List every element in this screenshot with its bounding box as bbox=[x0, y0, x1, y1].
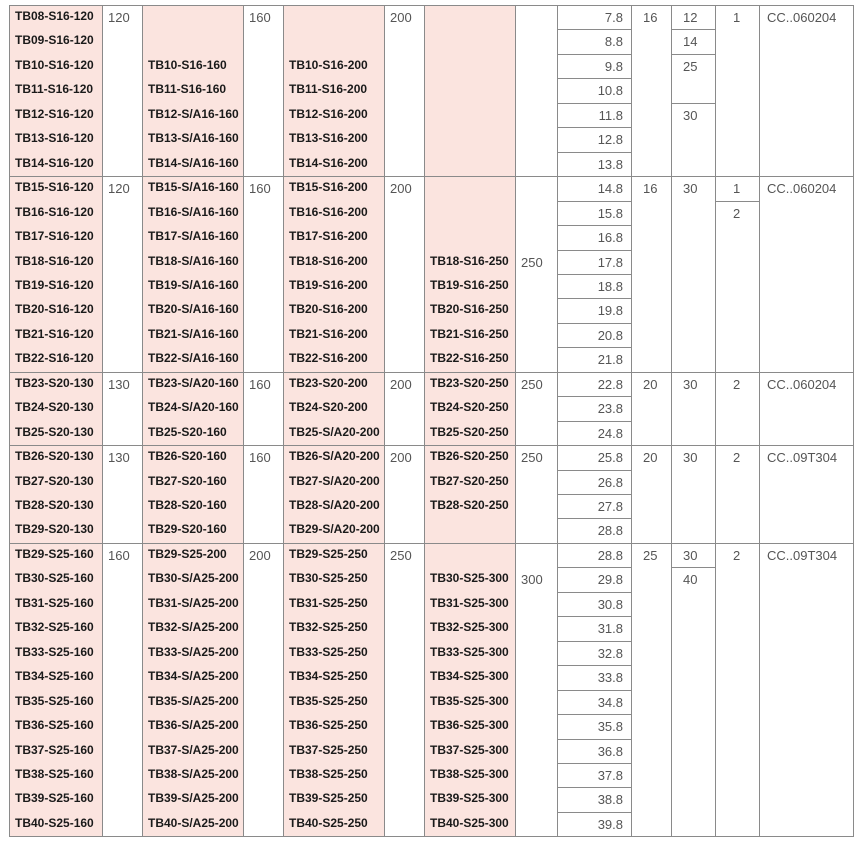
code-cell: TB16-S16-200 bbox=[289, 204, 368, 219]
value-row-line bbox=[557, 103, 631, 104]
code-cell: TB13-S/A16-160 bbox=[148, 131, 239, 146]
c7-cell: 30 bbox=[683, 107, 698, 123]
code-cell: TB38-S25-250 bbox=[289, 766, 368, 781]
length-cell: 200 bbox=[390, 450, 412, 466]
length-cell: 200 bbox=[390, 376, 412, 392]
value-row-line bbox=[557, 152, 631, 153]
code-cell: TB37-S/A25-200 bbox=[148, 742, 239, 757]
code-cell: TB31-S25-250 bbox=[289, 595, 368, 610]
group-separator bbox=[9, 543, 854, 544]
length-cell: 160 bbox=[249, 376, 271, 392]
code-cell: TB38-S25-300 bbox=[430, 766, 509, 781]
c7-row-line bbox=[671, 103, 715, 104]
code-cell: TB40-S25-300 bbox=[430, 815, 509, 830]
code-cell: TB11-S16-200 bbox=[289, 82, 368, 97]
value-cell: 32.8 bbox=[597, 645, 623, 661]
value-row-line bbox=[557, 518, 631, 519]
value-cell: 29.8 bbox=[597, 572, 623, 588]
length-cell: 250 bbox=[521, 376, 543, 392]
code-cell: TB29-S25-200 bbox=[148, 546, 227, 561]
code-cell: TB26-S20-130 bbox=[15, 449, 94, 464]
c7-cell: 40 bbox=[683, 572, 698, 588]
value-row-line bbox=[557, 812, 631, 813]
code-cell: TB24-S20-250 bbox=[430, 400, 509, 415]
value-cell: 7.8 bbox=[604, 10, 623, 25]
code-cell: TB34-S25-160 bbox=[15, 669, 94, 684]
column-divider bbox=[102, 5, 103, 837]
length-cell: 160 bbox=[249, 181, 271, 197]
code-cell: TB28-S20-130 bbox=[15, 498, 94, 512]
value-row-line bbox=[557, 592, 631, 593]
code-cell: TB26-S/A20-200 bbox=[289, 449, 380, 464]
code-cell: TB39-S25-160 bbox=[15, 791, 94, 806]
tool-holder-table bbox=[9, 5, 854, 839]
code-cell: TB27-S20-160 bbox=[148, 473, 227, 488]
value-cell: 13.8 bbox=[597, 156, 623, 172]
code-cell: TB10-S16-120 bbox=[15, 57, 94, 72]
code-cell: TB30-S25-160 bbox=[15, 571, 94, 586]
code-cell: TB33-S/A25-200 bbox=[148, 644, 239, 659]
value-cell: 34.8 bbox=[597, 694, 623, 710]
code-cell: TB29-S/A20-200 bbox=[289, 522, 380, 537]
insert-cell: CC..09T304 bbox=[767, 547, 838, 563]
code-cell: TB22-S/A16-160 bbox=[148, 351, 239, 366]
value-row-line bbox=[557, 298, 631, 299]
code-cell: TB36-S25-300 bbox=[430, 718, 509, 733]
code-cell: TB21-S16-200 bbox=[289, 326, 368, 341]
value-row-line bbox=[557, 763, 631, 764]
column-divider bbox=[557, 5, 558, 837]
code-cell: TB25-S20-250 bbox=[430, 424, 509, 439]
code-cell: TB35-S25-160 bbox=[15, 693, 94, 708]
value-cell: 36.8 bbox=[597, 743, 623, 759]
code-cell: TB12-S16-120 bbox=[15, 106, 94, 121]
code-cell: TB35-S25-250 bbox=[289, 693, 368, 708]
code-cell: TB33-S25-250 bbox=[289, 644, 368, 659]
code-cell: TB30-S25-300 bbox=[430, 571, 509, 586]
table-top-border bbox=[9, 5, 854, 6]
code-cell: TB30-S/A25-200 bbox=[148, 571, 239, 586]
diameter-cell: 16 bbox=[643, 10, 658, 25]
code-cell: TB34-S25-300 bbox=[430, 669, 509, 684]
code-cell: TB36-S25-160 bbox=[15, 718, 94, 733]
value-cell: 37.8 bbox=[597, 767, 623, 783]
code-cell: TB39-S25-300 bbox=[430, 791, 509, 806]
value-row-line bbox=[557, 665, 631, 666]
column-divider bbox=[384, 5, 385, 837]
code-cell: TB20-S16-200 bbox=[289, 302, 368, 317]
length-cell: 120 bbox=[108, 10, 130, 25]
value-cell: 35.8 bbox=[597, 719, 623, 735]
value-cell: 18.8 bbox=[597, 278, 623, 294]
value-cell: 11.8 bbox=[598, 107, 623, 123]
group-separator bbox=[9, 372, 854, 373]
value-cell: 26.8 bbox=[597, 474, 623, 490]
code-cell: TB17-S16-120 bbox=[15, 229, 94, 244]
code-cell: TB18-S16-250 bbox=[430, 253, 509, 268]
c7-cell: 30 bbox=[683, 376, 698, 392]
code-cell: TB19-S/A16-160 bbox=[148, 277, 239, 292]
code-cell: TB38-S/A25-200 bbox=[148, 766, 239, 781]
table-bottom-border bbox=[9, 836, 854, 837]
value-cell: 16.8 bbox=[597, 230, 623, 246]
value-cell: 30.8 bbox=[597, 596, 623, 612]
code-cell: TB31-S/A25-200 bbox=[148, 595, 239, 610]
length-cell: 160 bbox=[249, 10, 271, 25]
code-cell: TB15-S16-120 bbox=[15, 180, 94, 195]
code-cell: TB20-S/A16-160 bbox=[148, 302, 239, 317]
code-cell: TB26-S20-160 bbox=[148, 449, 227, 464]
code-cell: TB31-S25-300 bbox=[430, 595, 509, 610]
diameter-cell: 20 bbox=[643, 450, 658, 466]
value-row-line bbox=[557, 421, 631, 422]
code-cell: TB37-S25-250 bbox=[289, 742, 368, 757]
code-cell: TB14-S16-200 bbox=[289, 155, 368, 170]
column-divider bbox=[283, 5, 284, 837]
length-cell: 160 bbox=[249, 450, 271, 466]
c7-row-line bbox=[671, 29, 715, 30]
code-cell: TB36-S25-250 bbox=[289, 718, 368, 733]
code-cell: TB22-S16-200 bbox=[289, 351, 368, 366]
c8-cell: 1 bbox=[733, 181, 741, 197]
group-separator bbox=[9, 176, 854, 177]
code-cell: TB33-S25-300 bbox=[430, 644, 509, 659]
value-row-line bbox=[557, 347, 631, 348]
value-cell: 10.8 bbox=[597, 83, 623, 99]
code-cell: TB16-S/A16-160 bbox=[148, 204, 239, 219]
length-cell: 250 bbox=[521, 254, 543, 270]
length-cell: 160 bbox=[108, 547, 130, 563]
value-row-line bbox=[557, 494, 631, 495]
length-cell: 200 bbox=[390, 181, 412, 197]
column-divider bbox=[424, 5, 425, 837]
code-cell: TB25-S20-160 bbox=[148, 424, 227, 439]
code-cell: TB18-S/A16-160 bbox=[148, 253, 239, 268]
code-cell: TB20-S16-250 bbox=[430, 302, 509, 317]
c7-row-line bbox=[671, 567, 715, 568]
c7-row-line bbox=[671, 54, 715, 55]
code-cell: TB37-S25-160 bbox=[15, 742, 94, 757]
code-cell: TB23-S/A20-160 bbox=[148, 375, 239, 390]
c8-cell: 2 bbox=[733, 547, 741, 563]
value-cell: 12.8 bbox=[597, 132, 623, 148]
value-cell: 28.8 bbox=[597, 547, 623, 563]
column-divider bbox=[142, 5, 143, 837]
value-cell: 17.8 bbox=[597, 254, 623, 270]
column-divider bbox=[9, 5, 10, 837]
code-cell: TB22-S16-120 bbox=[15, 351, 94, 366]
code-cell: TB17-S/A16-160 bbox=[148, 229, 239, 244]
value-row-line bbox=[557, 250, 631, 251]
length-cell: 250 bbox=[390, 547, 412, 563]
c7-cell: 14 bbox=[683, 34, 698, 50]
pink-cell-bg bbox=[424, 5, 515, 176]
insert-cell: CC..09T304 bbox=[767, 450, 838, 466]
diameter-cell: 25 bbox=[643, 547, 658, 563]
code-cell: TB24-S/A20-160 bbox=[148, 400, 239, 415]
value-cell: 33.8 bbox=[597, 670, 623, 686]
length-cell: 130 bbox=[108, 450, 130, 466]
code-cell: TB23-S20-250 bbox=[430, 375, 509, 390]
code-cell: TB12-S16-200 bbox=[289, 106, 368, 121]
value-row-line bbox=[557, 567, 631, 568]
code-cell: TB21-S/A16-160 bbox=[148, 326, 239, 341]
length-cell: 130 bbox=[108, 376, 130, 392]
column-divider bbox=[243, 5, 244, 837]
code-cell: TB28-S20-160 bbox=[148, 498, 227, 512]
value-row-line bbox=[557, 396, 631, 397]
length-cell: 200 bbox=[249, 547, 271, 563]
code-cell: TB18-S16-120 bbox=[15, 253, 94, 268]
value-row-line bbox=[557, 29, 631, 30]
value-row-line bbox=[557, 470, 631, 471]
value-cell: 27.8 bbox=[597, 499, 623, 514]
code-cell: TB14-S16-120 bbox=[15, 155, 94, 170]
code-cell: TB40-S25-250 bbox=[289, 815, 368, 830]
column-divider bbox=[515, 5, 516, 837]
value-cell: 15.8 bbox=[597, 205, 623, 221]
code-cell: TB29-S25-160 bbox=[15, 546, 94, 561]
diameter-cell: 20 bbox=[643, 376, 658, 392]
value-row-line bbox=[557, 714, 631, 715]
code-cell: TB10-S16-160 bbox=[148, 57, 227, 72]
code-cell: TB39-S/A25-200 bbox=[148, 791, 239, 806]
value-cell: 21.8 bbox=[597, 352, 623, 368]
code-cell: TB34-S25-250 bbox=[289, 669, 368, 684]
code-cell: TB14-S/A16-160 bbox=[148, 155, 239, 170]
code-cell: TB20-S16-120 bbox=[15, 302, 94, 317]
value-row-line bbox=[557, 225, 631, 226]
column-divider bbox=[671, 5, 672, 837]
value-row-line bbox=[557, 127, 631, 128]
code-cell: TB38-S25-160 bbox=[15, 766, 94, 781]
code-cell: TB23-S20-130 bbox=[15, 375, 94, 390]
value-row-line bbox=[557, 616, 631, 617]
code-cell: TB21-S16-120 bbox=[15, 326, 94, 341]
column-divider bbox=[631, 5, 632, 837]
code-cell: TB40-S/A25-200 bbox=[148, 815, 239, 830]
value-cell: 23.8 bbox=[597, 401, 623, 417]
code-cell: TB37-S25-300 bbox=[430, 742, 509, 757]
code-cell: TB32-S25-250 bbox=[289, 620, 368, 635]
insert-cell: CC..060204 bbox=[767, 376, 837, 392]
code-cell: TB27-S20-250 bbox=[430, 473, 509, 488]
code-cell: TB09-S16-120 bbox=[15, 33, 94, 48]
column-divider bbox=[853, 5, 854, 837]
code-cell: TB34-S/A25-200 bbox=[148, 669, 239, 684]
code-cell: TB32-S25-160 bbox=[15, 620, 94, 635]
length-cell: 300 bbox=[521, 572, 543, 588]
diameter-cell: 16 bbox=[643, 181, 658, 197]
code-cell: TB26-S20-250 bbox=[430, 449, 509, 464]
code-cell: TB24-S20-130 bbox=[15, 400, 94, 415]
code-cell: TB27-S/A20-200 bbox=[289, 473, 380, 488]
code-cell: TB10-S16-200 bbox=[289, 57, 368, 72]
code-cell: TB32-S25-300 bbox=[430, 620, 509, 635]
code-cell: TB36-S/A25-200 bbox=[148, 718, 239, 733]
code-cell: TB27-S20-130 bbox=[15, 473, 94, 488]
value-cell: 28.8 bbox=[597, 523, 623, 539]
length-cell: 120 bbox=[108, 181, 130, 197]
value-row-line bbox=[557, 54, 631, 55]
value-row-line bbox=[557, 201, 631, 202]
code-cell: TB15-S16-200 bbox=[289, 180, 368, 195]
code-cell: TB11-S16-160 bbox=[148, 82, 227, 97]
code-cell: TB28-S20-250 bbox=[430, 498, 509, 512]
code-cell: TB11-S16-120 bbox=[15, 82, 94, 97]
code-cell: TB25-S/A20-200 bbox=[289, 424, 380, 439]
c8-row-line bbox=[715, 201, 759, 202]
code-cell: TB31-S25-160 bbox=[15, 595, 94, 610]
code-cell: TB19-S16-120 bbox=[15, 277, 94, 292]
code-cell: TB18-S16-200 bbox=[289, 253, 368, 268]
code-cell: TB15-S/A16-160 bbox=[148, 180, 239, 195]
value-row-line bbox=[557, 274, 631, 275]
code-cell: TB33-S25-160 bbox=[15, 644, 94, 659]
code-cell: TB29-S25-250 bbox=[289, 546, 368, 561]
code-cell: TB30-S25-250 bbox=[289, 571, 368, 586]
code-cell: TB12-S/A16-160 bbox=[148, 106, 239, 121]
code-cell: TB40-S25-160 bbox=[15, 815, 94, 830]
insert-cell: CC..060204 bbox=[767, 10, 837, 25]
code-cell: TB32-S/A25-200 bbox=[148, 620, 239, 635]
code-cell: TB13-S16-200 bbox=[289, 131, 368, 146]
code-cell: TB28-S/A20-200 bbox=[289, 498, 380, 512]
pink-cell-bg bbox=[424, 176, 515, 372]
code-cell: TB22-S16-250 bbox=[430, 351, 509, 366]
insert-cell: CC..060204 bbox=[767, 181, 837, 197]
c7-cell: 30 bbox=[683, 450, 698, 466]
code-cell: TB23-S20-200 bbox=[289, 375, 368, 390]
value-cell: 8.8 bbox=[604, 34, 623, 50]
code-cell: TB39-S25-250 bbox=[289, 791, 368, 806]
code-cell: TB13-S16-120 bbox=[15, 131, 94, 146]
code-cell: TB21-S16-250 bbox=[430, 326, 509, 341]
value-row-line bbox=[557, 690, 631, 691]
value-row-line bbox=[557, 78, 631, 79]
value-row-line bbox=[557, 739, 631, 740]
c8-cell: 1 bbox=[733, 10, 741, 25]
c8-cell: 2 bbox=[733, 376, 741, 392]
value-cell: 19.8 bbox=[597, 303, 623, 319]
value-cell: 14.8 bbox=[597, 181, 623, 197]
value-cell: 38.8 bbox=[597, 792, 623, 808]
value-cell: 24.8 bbox=[597, 425, 623, 441]
code-cell: TB35-S25-300 bbox=[430, 693, 509, 708]
code-cell: TB29-S20-130 bbox=[15, 522, 94, 537]
group-separator bbox=[9, 445, 854, 446]
value-cell: 20.8 bbox=[597, 327, 623, 343]
code-cell: TB08-S16-120 bbox=[15, 9, 94, 23]
c7-cell: 25 bbox=[683, 58, 698, 74]
code-cell: TB24-S20-200 bbox=[289, 400, 368, 415]
c7-cell: 12 bbox=[683, 10, 698, 25]
length-cell: 250 bbox=[521, 450, 543, 466]
code-cell: TB17-S16-200 bbox=[289, 229, 368, 244]
code-cell: TB35-S/A25-200 bbox=[148, 693, 239, 708]
value-cell: 39.8 bbox=[597, 816, 623, 832]
column-divider bbox=[715, 5, 716, 837]
code-cell: TB16-S16-120 bbox=[15, 204, 94, 219]
value-row-line bbox=[557, 323, 631, 324]
code-cell: TB25-S20-130 bbox=[15, 424, 94, 439]
c7-cell: 30 bbox=[683, 181, 698, 197]
c8-cell: 2 bbox=[733, 450, 741, 466]
length-cell: 200 bbox=[390, 10, 412, 25]
value-cell: 25.8 bbox=[597, 450, 623, 466]
c7-cell: 30 bbox=[683, 547, 698, 563]
code-cell: TB19-S16-250 bbox=[430, 277, 509, 292]
code-cell: TB29-S20-160 bbox=[148, 522, 227, 537]
value-cell: 9.8 bbox=[604, 58, 623, 74]
column-divider bbox=[759, 5, 760, 837]
code-cell: TB19-S16-200 bbox=[289, 277, 368, 292]
value-row-line bbox=[557, 641, 631, 642]
value-row-line bbox=[557, 787, 631, 788]
value-cell: 31.8 bbox=[597, 621, 623, 637]
value-cell: 22.8 bbox=[597, 376, 623, 392]
c8-cell: 2 bbox=[733, 205, 741, 221]
